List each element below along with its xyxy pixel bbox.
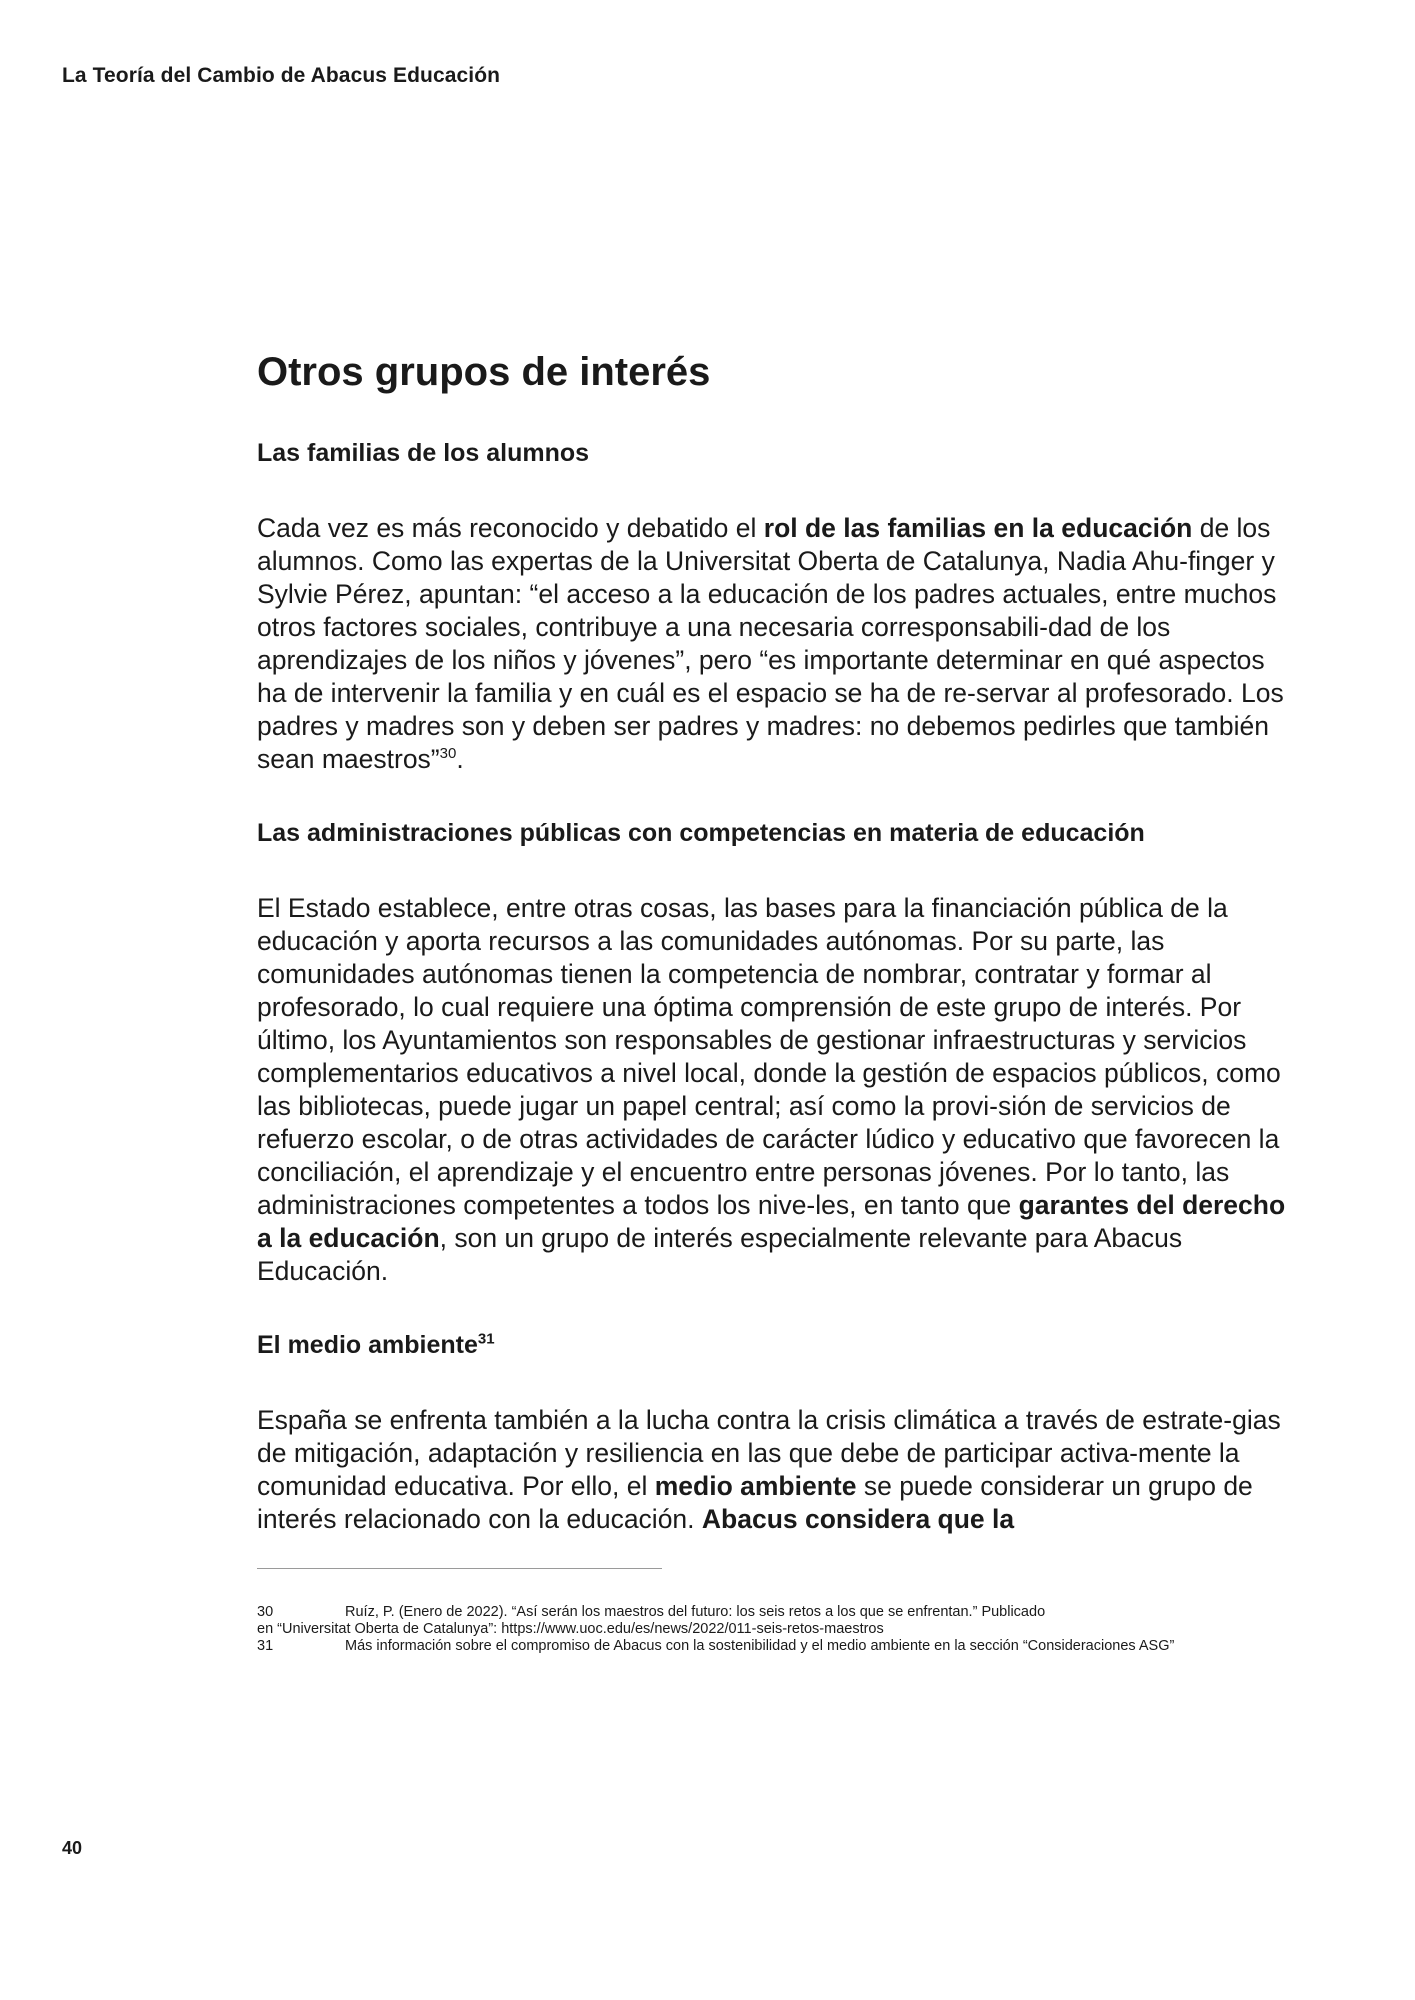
section-heading-administraciones: Las administraciones públicas con competencias en materia de educación — [257, 819, 1145, 847]
footnote-number: 30 — [257, 1604, 274, 1620]
footnote-number: 31 — [257, 1638, 274, 1654]
section-heading-medio-ambiente: El medio ambiente$^{31}$ — [257, 1330, 495, 1359]
footnote-31 — [257, 1638, 1297, 1655]
footnote-ref-31: 31 — [477, 1330, 495, 1348]
footnote-30 — [257, 1604, 1297, 1621]
footnote-text: Más información sobre el compromiso de Abacus con la sostenibilidad y el medio ambiente en la sección “Consideraciones ASG” — [345, 1638, 1175, 1654]
paragraph-medio-ambiente: España se enfrenta también a la lucha contra la crisis climática a través de estrate-gias de mitigación, adaptación y resiliencia en las que debe de participar activa-mente la comunidad educativa. Por ello, el medio ambiente se puede considerar un grupo de interés relacionado con la educación. Abacus considera que la — [257, 1405, 1281, 1534]
paragraph-administraciones: El Estado establece, entre otras cosas, las bases para la financiación pública de la educación y aporta recursos a las comunidades autónomas. Por su parte, las comunidades autónomas tienen la competencia de nombrar, contratar y formar al profesorado, lo cual requiere una óptima comprensión de este grupo de interés. Por último, los Ayuntamientos son responsables de gestionar infraestructuras y servicios complementarios educativos a nivel local, donde la gestión de espacios públicos, como las bibliotecas, puede jugar un papel central; así como la provi-sión de servicios de refuerzo escolar, o de otras actividades de carácter lúdico y educativo que favorecen la conciliación, el aprendizaje y el encuentro entre personas jóvenes. Por lo tanto, las administraciones competentes a todos los nive-les, en tanto que garantes del derecho a la educación, son un grupo de interés especialmente relevante para Abacus Educación. — [257, 893, 1286, 1286]
footnote-text: Ruíz, P. (Enero de 2022). “Así serán los maestros del futuro: los seis retos a los que se enfrentan.” Publicado — [345, 1604, 1046, 1620]
footnote-divider — [257, 1568, 662, 1569]
page-number: 40 — [62, 1838, 83, 1858]
running-header: La Teoría del Cambio de Abacus Educación — [62, 64, 501, 87]
footnote-ref-30: 30 — [439, 745, 457, 763]
paragraph-familias: Cada vez es más reconocido y debatido el rol de las familias en la educación de los alumnos. Como las expertas de la Universitat Oberta de Catalunya, Nadia Ahu-finger y Sylvie Pérez, apuntan: “el acceso a la educación de los padres actuales, entre muchos otros factores sociales, contribuye a una necesaria corresponsabili-dad de los aprendizajes de los niños y jóvenes”, pero “es importante determinar en qué aspectos ha de intervenir la familia y en cuál es el espacio se ha de re-servar al profesorado. Los padres y madres son y deben ser padres y madres: no debemos pedirles que también sean maestros”$^{30}$. — [257, 513, 1284, 774]
section-heading-familias: Las familias de los alumnos — [257, 439, 590, 467]
footnote-30-continuation: en “Universitat Oberta de Catalunya”: https://www.uoc.edu/es/news/2022/011-seis-retos-maestros — [257, 1621, 884, 1637]
main-content — [257, 350, 1287, 1578]
footnotes — [257, 1604, 1297, 1655]
page-title: Otros grupos de interés — [257, 350, 711, 394]
